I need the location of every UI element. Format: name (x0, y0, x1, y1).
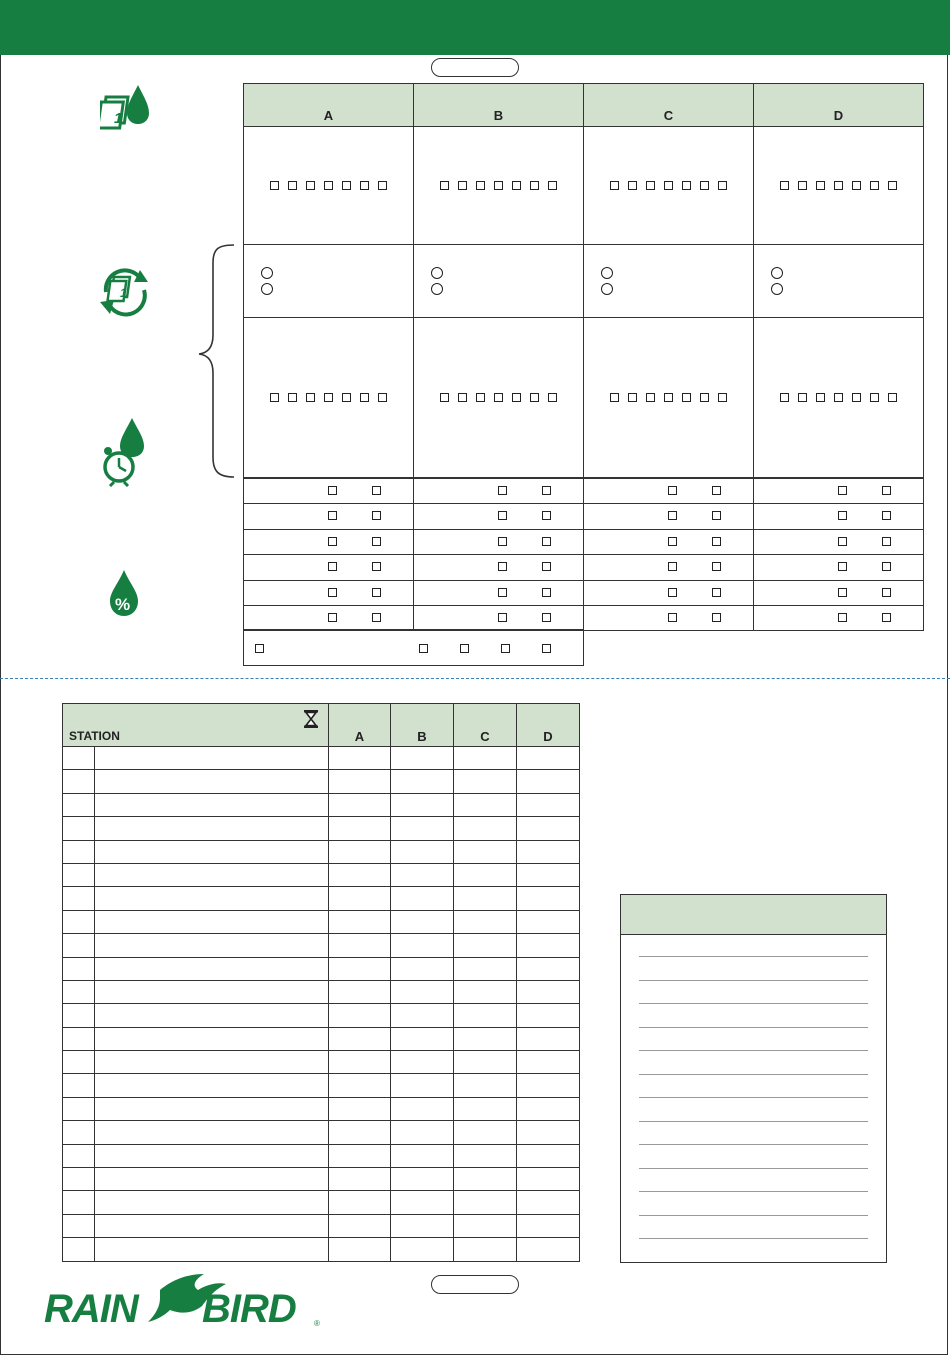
pm-checkbox[interactable] (372, 613, 381, 622)
pm-checkbox[interactable] (372, 537, 381, 546)
duration-d-cell[interactable] (517, 863, 580, 886)
duration-c-cell[interactable] (454, 1238, 517, 1261)
duration-b-cell[interactable] (391, 1004, 454, 1027)
station-number-cell (63, 747, 95, 770)
am-checkbox[interactable] (668, 562, 677, 571)
duration-a-cell[interactable] (329, 863, 391, 886)
svg-text:RAIN: RAIN (44, 1287, 138, 1330)
header-bar (0, 0, 950, 55)
station-row (63, 980, 580, 1003)
note-line[interactable] (639, 1097, 868, 1098)
am-checkbox[interactable] (838, 613, 847, 622)
svg-text:®: ® (314, 1319, 320, 1328)
station-name-cell[interactable] (95, 887, 329, 910)
top-label-pill (431, 58, 519, 77)
pm-checkbox[interactable] (712, 588, 721, 597)
station-number-cell (63, 793, 95, 816)
start-time-cell (583, 503, 754, 529)
start-time-cell (413, 478, 584, 504)
duration-a-cell[interactable] (329, 793, 391, 816)
cyclic-days-b (414, 318, 584, 478)
pm-checkbox[interactable] (542, 613, 551, 622)
duration-a-cell[interactable] (329, 770, 391, 793)
odd-even-a (244, 245, 414, 318)
water-budget-box (243, 629, 584, 666)
duration-d-cell[interactable] (517, 793, 580, 816)
duration-b-cell[interactable] (391, 1168, 454, 1191)
am-checkbox[interactable] (668, 511, 677, 520)
station-header: STATION (69, 729, 120, 743)
duration-c-cell[interactable] (454, 980, 517, 1003)
duration-a-cell[interactable] (329, 1214, 391, 1237)
am-checkbox[interactable] (498, 511, 507, 520)
odd-radio[interactable] (261, 267, 273, 279)
duration-d-cell[interactable] (517, 980, 580, 1003)
station-number-cell (63, 1168, 95, 1191)
note-line[interactable] (639, 1144, 868, 1145)
start-time-cell (413, 605, 584, 631)
duration-d-cell[interactable] (517, 1144, 580, 1167)
duration-c-cell[interactable] (454, 817, 517, 840)
am-checkbox[interactable] (838, 537, 847, 546)
duration-header-b: B (391, 704, 454, 747)
station-number-cell (63, 1027, 95, 1050)
note-line[interactable] (639, 1238, 868, 1239)
duration-d-cell[interactable] (517, 1191, 580, 1214)
custom-days-a (244, 127, 414, 245)
duration-b-cell[interactable] (391, 817, 454, 840)
station-number-cell (63, 1191, 95, 1214)
station-name-cell[interactable] (95, 1238, 329, 1261)
cyclic-days-a (244, 318, 414, 478)
am-checkbox[interactable] (838, 486, 847, 495)
duration-c-cell[interactable] (454, 1191, 517, 1214)
start-time-cell (243, 503, 414, 529)
duration-a-cell[interactable] (329, 1191, 391, 1214)
start-time-cell (753, 580, 924, 606)
svg-text:%: % (115, 595, 131, 614)
pm-checkbox[interactable] (712, 486, 721, 495)
start-time-cell (243, 529, 414, 555)
station-name-cell[interactable] (95, 1214, 329, 1237)
station-row (63, 1168, 580, 1191)
duration-a-cell[interactable] (329, 1097, 391, 1120)
start-time-cell (413, 554, 584, 580)
start-time-cell (583, 529, 754, 555)
duration-a-cell[interactable] (329, 1121, 391, 1144)
station-number-cell (63, 1097, 95, 1120)
station-number-cell (63, 1074, 95, 1097)
duration-c-cell[interactable] (454, 1168, 517, 1191)
station-name-cell[interactable] (95, 1121, 329, 1144)
duration-d-cell[interactable] (517, 840, 580, 863)
duration-a-cell[interactable] (329, 1074, 391, 1097)
hourglass-icon (303, 710, 319, 728)
station-name-cell[interactable] (95, 1027, 329, 1050)
duration-a-cell[interactable] (329, 1027, 391, 1050)
duration-b-cell[interactable] (391, 1144, 454, 1167)
start-time-cell (243, 478, 414, 504)
pm-checkbox[interactable] (542, 511, 551, 520)
station-number-cell (63, 840, 95, 863)
station-row (63, 817, 580, 840)
duration-c-cell[interactable] (454, 957, 517, 980)
duration-b-cell[interactable] (391, 1051, 454, 1074)
am-checkbox[interactable] (668, 486, 677, 495)
station-name-cell[interactable] (95, 1004, 329, 1027)
note-line[interactable] (639, 956, 868, 957)
station-row (63, 793, 580, 816)
svg-text:1: 1 (114, 110, 123, 127)
station-name-cell[interactable] (95, 1191, 329, 1214)
duration-c-cell[interactable] (454, 1121, 517, 1144)
station-number-cell (63, 957, 95, 980)
duration-d-cell[interactable] (517, 1214, 580, 1237)
station-number-cell (63, 887, 95, 910)
station-name-cell[interactable] (95, 957, 329, 980)
duration-b-cell[interactable] (391, 1121, 454, 1144)
duration-d-cell[interactable] (517, 1097, 580, 1120)
duration-d-cell[interactable] (517, 747, 580, 770)
duration-d-cell[interactable] (517, 1027, 580, 1050)
duration-b-cell[interactable] (391, 1191, 454, 1214)
am-checkbox[interactable] (328, 486, 337, 495)
station-row (63, 887, 580, 910)
duration-c-cell[interactable] (454, 793, 517, 816)
budget-checkbox[interactable] (255, 644, 264, 653)
station-name-cell[interactable] (95, 934, 329, 957)
program-table (243, 83, 924, 478)
duration-header-c: C (454, 704, 517, 747)
budget-option-3[interactable] (501, 644, 510, 653)
station-number-cell (63, 1004, 95, 1027)
duration-b-cell[interactable] (391, 957, 454, 980)
cyclic-days-c (584, 318, 754, 478)
station-number-cell (63, 770, 95, 793)
budget-option-4[interactable] (542, 644, 551, 653)
duration-a-cell[interactable] (329, 1144, 391, 1167)
start-time-cell (753, 529, 924, 555)
rain-bird-logo (42, 1270, 327, 1330)
duration-b-cell[interactable] (391, 1214, 454, 1237)
duration-a-cell[interactable] (329, 1238, 391, 1261)
duration-d-cell[interactable] (517, 1168, 580, 1191)
duration-c-cell[interactable] (454, 1027, 517, 1050)
svg-text:BIRD: BIRD (202, 1287, 296, 1330)
custom-days-b (414, 127, 584, 245)
duration-d-cell[interactable] (517, 817, 580, 840)
station-row (63, 934, 580, 957)
station-number-cell (63, 934, 95, 957)
note-line[interactable] (639, 1191, 868, 1192)
custom-days-d (754, 127, 924, 245)
even-radio[interactable] (261, 283, 273, 295)
station-row (63, 1051, 580, 1074)
am-checkbox[interactable] (328, 562, 337, 571)
am-checkbox[interactable] (328, 613, 337, 622)
station-row (63, 1144, 580, 1167)
note-line[interactable] (639, 1027, 868, 1028)
am-checkbox[interactable] (498, 537, 507, 546)
start-time-cell (583, 605, 754, 631)
duration-b-cell[interactable] (391, 770, 454, 793)
even-radio[interactable] (771, 283, 783, 295)
pm-checkbox[interactable] (882, 511, 891, 520)
station-table (62, 703, 580, 1262)
duration-b-cell[interactable] (391, 1074, 454, 1097)
cut-line (0, 678, 950, 679)
duration-c-cell[interactable] (454, 934, 517, 957)
am-checkbox[interactable] (668, 613, 677, 622)
station-name-cell[interactable] (95, 840, 329, 863)
duration-b-cell[interactable] (391, 980, 454, 1003)
am-checkbox[interactable] (328, 537, 337, 546)
note-line[interactable] (639, 980, 868, 981)
calendar-drop-icon (100, 83, 155, 145)
duration-a-cell[interactable] (329, 910, 391, 933)
station-number-cell (63, 863, 95, 886)
pm-checkbox[interactable] (372, 511, 381, 520)
start-time-cell (243, 605, 414, 631)
duration-b-cell[interactable] (391, 793, 454, 816)
duration-d-cell[interactable] (517, 1051, 580, 1074)
duration-c-cell[interactable] (454, 1214, 517, 1237)
station-name-cell[interactable] (95, 793, 329, 816)
pm-checkbox[interactable] (712, 537, 721, 546)
duration-d-cell[interactable] (517, 1004, 580, 1027)
station-row (63, 1074, 580, 1097)
duration-a-cell[interactable] (329, 840, 391, 863)
station-row (63, 1191, 580, 1214)
odd-even-c (584, 245, 754, 318)
custom-days-c (584, 127, 754, 245)
station-number-cell (63, 1214, 95, 1237)
note-line[interactable] (639, 1168, 868, 1169)
station-row (63, 1121, 580, 1144)
start-time-cell (583, 554, 754, 580)
station-number-cell (63, 817, 95, 840)
station-number-cell (63, 1238, 95, 1261)
station-row (63, 747, 580, 770)
duration-header-d: D (517, 704, 580, 747)
odd-radio[interactable] (431, 267, 443, 279)
pm-checkbox[interactable] (712, 613, 721, 622)
cyclic-days-d (754, 318, 924, 478)
am-checkbox[interactable] (498, 562, 507, 571)
pm-checkbox[interactable] (882, 537, 891, 546)
station-row (63, 1004, 580, 1027)
pm-checkbox[interactable] (542, 486, 551, 495)
budget-option-2[interactable] (460, 644, 469, 653)
duration-a-cell[interactable] (329, 1051, 391, 1074)
duration-d-cell[interactable] (517, 1074, 580, 1097)
am-checkbox[interactable] (668, 588, 677, 597)
station-name-cell[interactable] (95, 747, 329, 770)
station-name-cell[interactable] (95, 817, 329, 840)
duration-d-cell[interactable] (517, 1238, 580, 1261)
am-checkbox[interactable] (668, 537, 677, 546)
pm-checkbox[interactable] (542, 537, 551, 546)
pm-checkbox[interactable] (882, 486, 891, 495)
brace-icon (196, 243, 236, 479)
pm-checkbox[interactable] (712, 511, 721, 520)
duration-header-a: A (329, 704, 391, 747)
duration-a-cell[interactable] (329, 957, 391, 980)
duration-b-cell[interactable] (391, 934, 454, 957)
duration-c-cell[interactable] (454, 1144, 517, 1167)
pm-checkbox[interactable] (542, 562, 551, 571)
station-name-cell[interactable] (95, 770, 329, 793)
note-line[interactable] (639, 1050, 868, 1051)
duration-c-cell[interactable] (454, 1074, 517, 1097)
bottom-label-pill (431, 1275, 519, 1294)
duration-a-cell[interactable] (329, 1004, 391, 1027)
am-checkbox[interactable] (328, 511, 337, 520)
am-checkbox[interactable] (838, 562, 847, 571)
duration-b-cell[interactable] (391, 1238, 454, 1261)
duration-d-cell[interactable] (517, 957, 580, 980)
duration-b-cell[interactable] (391, 1027, 454, 1050)
station-row (63, 770, 580, 793)
notes-box (620, 894, 887, 1263)
duration-c-cell[interactable] (454, 1004, 517, 1027)
duration-c-cell[interactable] (454, 910, 517, 933)
station-row (63, 957, 580, 980)
duration-a-cell[interactable] (329, 747, 391, 770)
budget-option-1[interactable] (419, 644, 428, 653)
station-row (63, 1097, 580, 1120)
am-checkbox[interactable] (328, 588, 337, 597)
station-name-cell[interactable] (95, 1074, 329, 1097)
am-checkbox[interactable] (498, 486, 507, 495)
station-row (63, 863, 580, 886)
station-row (63, 1214, 580, 1237)
duration-d-cell[interactable] (517, 770, 580, 793)
duration-b-cell[interactable] (391, 747, 454, 770)
duration-b-cell[interactable] (391, 840, 454, 863)
start-time-cell (413, 580, 584, 606)
program-header-a: A (323, 108, 334, 123)
program-header-b: B (493, 108, 504, 123)
pm-checkbox[interactable] (542, 588, 551, 597)
program-header-d: D (833, 108, 844, 123)
duration-b-cell[interactable] (391, 910, 454, 933)
station-name-cell[interactable] (95, 1144, 329, 1167)
clock-drop-icon (98, 415, 153, 487)
duration-a-cell[interactable] (329, 817, 391, 840)
duration-d-cell[interactable] (517, 934, 580, 957)
station-number-cell (63, 1051, 95, 1074)
pm-checkbox[interactable] (882, 562, 891, 571)
station-name-cell[interactable] (95, 1168, 329, 1191)
duration-a-cell[interactable] (329, 934, 391, 957)
station-name-cell[interactable] (95, 1051, 329, 1074)
program-header-c: C (663, 108, 674, 123)
duration-d-cell[interactable] (517, 887, 580, 910)
duration-c-cell[interactable] (454, 840, 517, 863)
am-checkbox[interactable] (498, 588, 507, 597)
duration-c-cell[interactable] (454, 747, 517, 770)
odd-radio[interactable] (771, 267, 783, 279)
station-number-cell (63, 910, 95, 933)
am-checkbox[interactable] (498, 613, 507, 622)
station-name-cell[interactable] (95, 863, 329, 886)
duration-c-cell[interactable] (454, 863, 517, 886)
pm-checkbox[interactable] (712, 562, 721, 571)
odd-radio[interactable] (601, 267, 613, 279)
percent-drop-icon (108, 568, 140, 618)
duration-b-cell[interactable] (391, 887, 454, 910)
start-time-cell (753, 554, 924, 580)
station-number-cell (63, 1121, 95, 1144)
even-radio[interactable] (431, 283, 443, 295)
pm-checkbox[interactable] (372, 588, 381, 597)
duration-a-cell[interactable] (329, 887, 391, 910)
duration-b-cell[interactable] (391, 1097, 454, 1120)
pm-checkbox[interactable] (882, 588, 891, 597)
station-row (63, 910, 580, 933)
station-number-cell (63, 1144, 95, 1167)
pm-checkbox[interactable] (372, 486, 381, 495)
duration-c-cell[interactable] (454, 770, 517, 793)
station-name-cell[interactable] (95, 1097, 329, 1120)
start-time-cell (413, 503, 584, 529)
pm-checkbox[interactable] (882, 613, 891, 622)
duration-c-cell[interactable] (454, 1097, 517, 1120)
station-name-cell[interactable] (95, 910, 329, 933)
note-line[interactable] (639, 1121, 868, 1122)
start-time-cell (753, 605, 924, 631)
start-time-cell (583, 580, 754, 606)
station-name-cell[interactable] (95, 980, 329, 1003)
duration-a-cell[interactable] (329, 1168, 391, 1191)
duration-c-cell[interactable] (454, 887, 517, 910)
start-time-cell (583, 478, 754, 504)
station-row (63, 1027, 580, 1050)
duration-d-cell[interactable] (517, 1121, 580, 1144)
note-line[interactable] (639, 1215, 868, 1216)
note-line[interactable] (639, 1003, 868, 1004)
station-row (63, 840, 580, 863)
duration-d-cell[interactable] (517, 910, 580, 933)
pm-checkbox[interactable] (372, 562, 381, 571)
notes-header (621, 895, 886, 935)
odd-even-d (754, 245, 924, 318)
duration-c-cell[interactable] (454, 1051, 517, 1074)
odd-even-b (414, 245, 584, 318)
duration-b-cell[interactable] (391, 863, 454, 886)
start-time-cell (243, 580, 414, 606)
cycle-calendar-icon (96, 262, 154, 320)
note-line[interactable] (639, 1074, 868, 1075)
even-radio[interactable] (601, 283, 613, 295)
svg-text:1: 1 (120, 286, 127, 300)
start-time-cell (753, 503, 924, 529)
duration-a-cell[interactable] (329, 980, 391, 1003)
station-number-cell (63, 980, 95, 1003)
start-time-cell (753, 478, 924, 504)
station-row (63, 1238, 580, 1261)
start-time-cell (413, 529, 584, 555)
am-checkbox[interactable] (838, 588, 847, 597)
start-time-cell (243, 554, 414, 580)
am-checkbox[interactable] (838, 511, 847, 520)
